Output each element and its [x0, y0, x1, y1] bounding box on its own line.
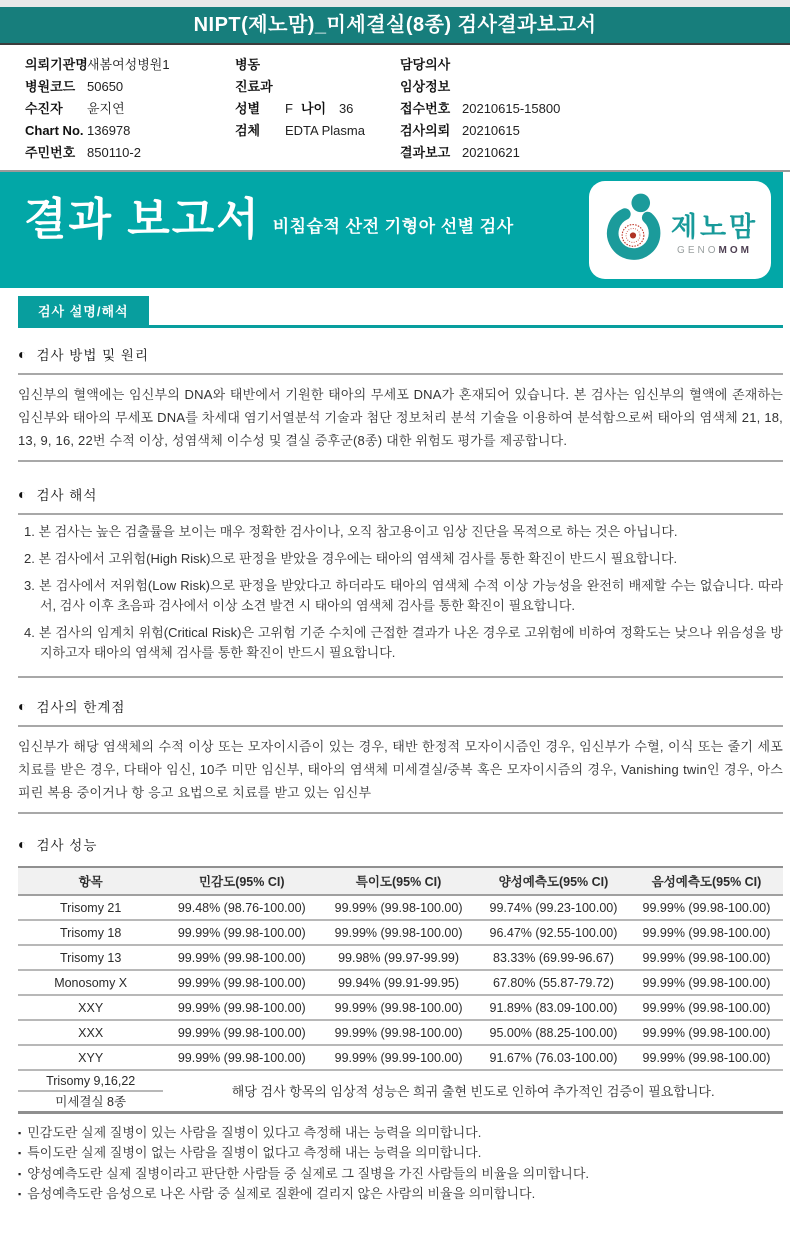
field-label: 진료과	[235, 79, 273, 94]
footnote-text: 양성예측도란 실제 질병이라고 판단한 사람들 중 실제로 그 질병을 가진 사람들의 비율을 의미합니다.	[27, 1165, 590, 1181]
banner-title: 결과 보고서	[24, 195, 261, 244]
field-value: 윤지연	[87, 101, 125, 116]
column-header: 항목	[18, 867, 163, 895]
heading-label: 검사 해석	[36, 488, 98, 503]
title-bar	[0, 7, 790, 45]
column-header: 민감도(95% CI)	[163, 867, 320, 895]
interpretation-item: 4. 본 검사의 임계치 위험(Critical Risk)은 고위험 기준 수치에 근접한 결과가 나온 경우로 고위험에 비하여 정확도는 낮으나 위음성을 방지하고자 태아의 염색체 검사를 통한 확진이 반드시 필요합니다.	[24, 625, 783, 660]
logo-english-name: GENOMOM	[677, 244, 752, 256]
field-value: 새봄여성병원1	[87, 57, 170, 72]
patient-info-column	[25, 54, 235, 164]
field-label: 성별	[235, 101, 261, 116]
logo-korean-name: 제노맘	[670, 211, 759, 242]
bullet-icon: ▪	[18, 1148, 22, 1158]
half-circle-icon: ◐	[18, 346, 28, 362]
cell: 99.74% (99.23-100.00)	[489, 900, 618, 915]
patient-info-column	[400, 54, 790, 164]
section-heading-limitations	[18, 696, 783, 716]
cell: XXX	[18, 1020, 163, 1045]
patient-field	[25, 76, 235, 98]
performance-row	[18, 945, 783, 970]
patient-field	[235, 98, 400, 120]
content-area	[18, 344, 783, 1205]
result-banner	[0, 172, 783, 288]
section-heading-interpretation	[18, 484, 783, 504]
cell: 95.00% (88.25-100.00)	[477, 1020, 630, 1045]
field-label: 검체	[235, 123, 261, 138]
field-label: 접수번호	[400, 101, 451, 116]
patient-field	[400, 120, 790, 142]
column-header: 양성예측도(95% CI)	[477, 867, 630, 895]
divider-line	[18, 460, 783, 462]
cell: 99.94% (99.91-99.95)	[320, 970, 477, 995]
field-value: 50650	[87, 79, 124, 94]
performance-row	[18, 995, 783, 1020]
interpretation-item: 1. 본 검사는 높은 검출률을 보이는 매우 정확한 검사이나, 오직 참고용이고 임상 진단을 목적으로 하는 것은 아닙니다.	[24, 524, 678, 539]
cell: Trisomy 18	[18, 920, 163, 945]
cell: Trisomy 21	[59, 900, 122, 915]
performance-row	[18, 1020, 783, 1045]
tab-test-description: 검사 설명/해석	[18, 296, 149, 325]
cell: 99.99% (99.98-100.00)	[163, 995, 320, 1020]
cell: 99.99% (99.98-100.00)	[642, 900, 771, 915]
field-label: 결과보고	[400, 145, 451, 160]
footnote-item	[18, 1143, 783, 1164]
cell: 99.99% (99.98-100.00)	[630, 970, 783, 995]
patient-field	[235, 76, 400, 98]
field-value: 136978	[87, 123, 131, 138]
bullet-icon: ▪	[18, 1189, 22, 1199]
patient-field	[400, 76, 790, 98]
cell: Trisomy 9,16,22	[18, 1070, 163, 1091]
cell: 99.99% (99.98-100.00)	[163, 945, 320, 970]
column-header: 음성예측도(95% CI)	[630, 867, 783, 895]
patient-info-panel	[0, 45, 790, 170]
cell: 99.99% (99.98-100.00)	[163, 1020, 320, 1045]
patient-field	[25, 120, 235, 142]
cell: Monosomy X	[18, 970, 163, 995]
patient-field	[400, 98, 790, 120]
cell: 99.99% (99.98-100.00)	[320, 1020, 477, 1045]
field-value: 20210615-15800	[462, 101, 561, 116]
cell: Trisomy 13	[18, 945, 163, 970]
footnote-item	[18, 1164, 783, 1185]
cell: 99.99% (99.98-100.00)	[320, 995, 477, 1020]
half-circle-icon: ◐	[18, 698, 28, 714]
footnote-item	[18, 1184, 783, 1205]
divider-line	[18, 676, 783, 678]
field-label: Chart No.	[25, 123, 84, 138]
performance-table-header	[18, 867, 783, 895]
field-value: EDTA Plasma	[285, 123, 365, 138]
cell: 91.67% (76.03-100.00)	[477, 1045, 630, 1070]
interpretation-item: 2. 본 검사에서 고위험(High Risk)으로 판정을 받았을 경우에는 태아의 염색체 검사를 통한 확진이 반드시 필요합니다.	[24, 551, 678, 566]
field-label: 병원코드	[25, 79, 76, 94]
performance-table	[18, 866, 783, 1114]
heading-label: 검사 방법 및 원리	[36, 348, 150, 363]
cell: 67.80% (55.87-79.72)	[477, 970, 630, 995]
field-label: 검사의뢰	[400, 123, 451, 138]
performance-row	[18, 970, 783, 995]
section-interpretation	[18, 484, 783, 678]
footnote-text: 특이도란 실제 질병이 없는 사람을 질병이 없다고 측정해 내는 능력을 의미합니다.	[27, 1145, 482, 1160]
method-paragraph: 임신부의 혈액에는 임신부의 DNA와 태반에서 기원한 태아의 무세포 DNA가 혼재되어 있습니다. 본 검사는 임신부의 혈액에 존재하는 임신부와 태아의 무세포 DNA를 차세대 염기서열분석 기술과 첨단 정보처리 분석 기술을 이용하여 분석함으로써 태아의 염색체 21, 18, 13, 9, 16, 22번 수적 이상, 성염색체 이수성 및 결실 증후군(8종) 대한 위험도 평가를 제공합니다.	[18, 387, 783, 448]
cell: 99.98% (99.97-99.99)	[320, 945, 477, 970]
section-tab-bar	[18, 296, 783, 328]
merged-note-cell: 해당 검사 항목의 임상적 성능은 희귀 출현 빈도로 인하여 추가적인 검증이 필요합니다.	[163, 1070, 783, 1112]
cell: 미세결실 8종	[18, 1091, 163, 1112]
limitations-paragraph: 임신부가 해당 염색체의 수적 이상 또는 모자이시즘이 있는 경우, 태반 한정적 모자이시즘인 경우, 임신부가 수혈, 이식 또는 줄기 세포 치료를 받은 경우, 다태아 임신, 10주 미만 임신부, 태아의 염색체 미세결실/중복 혹은 모자이시즘의 경우, Vanishing twin인 경우, 아스피린 복용 중이거나 항 응고 요법으로 치료를 받고 있는 임신부	[18, 739, 783, 800]
field-value: 20210615	[462, 123, 520, 138]
cell: XXY	[18, 995, 163, 1020]
cell: 99.99% (99.98-100.00)	[630, 945, 783, 970]
half-circle-icon: ◐	[18, 486, 28, 502]
cell: 99.99% (99.99-100.00)	[320, 1045, 477, 1070]
field-label: 주민번호	[25, 145, 76, 160]
section-method	[18, 344, 783, 462]
banner-text	[24, 196, 514, 244]
patient-field	[25, 142, 235, 164]
interpretation-item: 3. 본 검사에서 저위험(Low Risk)으로 판정을 받았다고 하더라도 태아의 염색체 수적 이상 가능성을 완전히 배제할 수는 없습니다. 따라서, 검사 이후 초음파 검사에서 이상 소견 발견 시 태아의 염색체 검사를 통한 확진이 필요합니다.	[24, 578, 783, 613]
performance-row	[18, 1070, 783, 1091]
patient-field	[400, 142, 790, 164]
cell: 99.99% (99.98-100.00)	[163, 1045, 320, 1070]
field-label: 병동	[235, 57, 261, 72]
cell: 83.33% (69.99-96.67)	[477, 945, 630, 970]
field-label: 수진자	[25, 101, 63, 116]
cell: 91.89% (83.09-100.00)	[477, 995, 630, 1020]
cell: 99.99% (99.98-100.00)	[630, 1020, 783, 1045]
patient-field	[25, 54, 235, 76]
performance-row	[18, 895, 783, 920]
heading-label: 검사의 한계점	[36, 700, 126, 715]
field-label: 임상정보	[400, 79, 451, 94]
field-label: 담당의사	[400, 57, 451, 72]
patient-info-column	[235, 54, 400, 164]
field-value: F	[285, 101, 293, 116]
cell: 99.99% (99.98-100.00)	[163, 970, 320, 995]
footnote-item	[18, 1123, 783, 1144]
cell: 99.99% (99.98-100.00)	[334, 900, 463, 915]
cell: 96.47% (92.55-100.00)	[477, 920, 630, 945]
half-circle-icon: ◐	[18, 836, 28, 852]
footnotes	[18, 1123, 783, 1205]
performance-row	[18, 1045, 783, 1070]
footnote-text: 음성예측도란 음성으로 나온 사람 중 실제로 질환에 걸리지 않은 사람의 비율을 의미합니다.	[27, 1186, 536, 1201]
interpretation-list	[18, 515, 783, 674]
bullet-icon: ▪	[18, 1127, 22, 1138]
top-strip	[0, 0, 790, 7]
patient-field	[400, 54, 790, 76]
section-heading-method	[18, 344, 783, 364]
document-title: NIPT(제노맘)_미세결실(8종) 검사결과보고서	[193, 14, 597, 36]
heading-label: 검사 성능	[36, 838, 98, 853]
field-value: 36	[338, 101, 354, 116]
field-label: 나이	[300, 101, 327, 116]
section-heading-performance	[18, 834, 783, 854]
cell: 99.99% (99.98-100.00)	[630, 920, 783, 945]
cell: 99.48% (98.76-100.00)	[177, 900, 306, 915]
genomom-logo-icon	[602, 190, 664, 270]
field-label: 의뢰기관명	[25, 57, 88, 72]
cell: 99.99% (99.98-100.00)	[320, 920, 477, 945]
footnote-text: 민감도란 실제 질병이 있는 사람을 질병이 있다고 측정해 내는 능력을 의미합니다.	[27, 1124, 482, 1140]
section-limitations	[18, 696, 783, 814]
column-header: 특이도(95% CI)	[320, 867, 477, 895]
cell: 99.99% (99.98-100.00)	[630, 1045, 783, 1070]
performance-row	[18, 920, 783, 945]
patient-field	[235, 120, 400, 142]
field-value: 850110-2	[87, 145, 141, 160]
cell: 99.99% (99.98-100.00)	[630, 995, 783, 1020]
section-performance	[18, 834, 783, 1114]
banner-subtitle: 비침습적 산전 기형아 선별 검사	[272, 217, 514, 237]
genomom-logo	[589, 181, 771, 279]
logo-text	[671, 205, 758, 256]
field-value: 20210621	[462, 145, 520, 160]
bullet-icon: ▪	[18, 1168, 22, 1179]
cell: 99.99% (99.98-100.00)	[163, 920, 320, 945]
patient-field	[235, 54, 400, 76]
divider-line	[18, 812, 783, 814]
patient-field	[25, 98, 235, 120]
cell: XYY	[18, 1045, 163, 1070]
